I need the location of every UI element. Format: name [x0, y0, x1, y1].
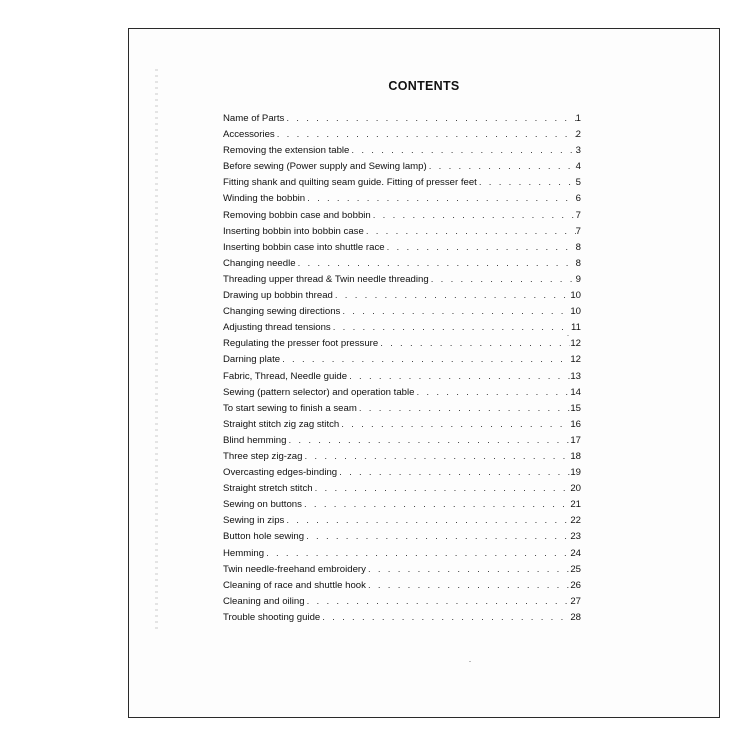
toc-entry — [223, 224, 581, 240]
toc-leader-dots — [313, 481, 571, 497]
toc-leader-dots — [347, 369, 570, 385]
toc-entry — [223, 594, 581, 610]
toc-entry-label: Changing needle — [223, 257, 296, 269]
toc-entry-label: Inserting bobbin case into shuttle race — [223, 241, 385, 253]
toc-entry-label: Accessories — [223, 129, 275, 141]
toc-leader-dots — [429, 272, 576, 288]
toc-entry — [223, 208, 581, 224]
toc-entry — [223, 175, 581, 191]
toc-entry — [223, 143, 581, 159]
toc-entry-label: Before sewing (Power supply and Sewing lamp) — [223, 161, 427, 173]
toc-entry — [223, 610, 581, 626]
toc-entry-label: Changing sewing directions — [223, 306, 341, 318]
toc-entry-label: Blind hemming — [223, 434, 287, 446]
toc-entry-label: Sewing on buttons — [223, 499, 302, 511]
toc-entry — [223, 288, 581, 304]
toc-entry-label: Sewing (pattern selector) and operation table — [223, 386, 415, 398]
toc-leader-dots — [349, 143, 575, 159]
toc-entry-label: Straight stretch stitch — [223, 483, 313, 495]
toc-leader-dots — [284, 111, 575, 127]
binding-edge-marks — [155, 69, 158, 629]
document-page — [128, 28, 720, 718]
toc-entry-page-number: 10 — [570, 306, 581, 318]
toc-entry — [223, 562, 581, 578]
toc-entry — [223, 385, 581, 401]
toc-entry-page-number: 7 — [575, 225, 581, 237]
toc-entry — [223, 256, 581, 272]
toc-entry-label: Adjusting thread tensions — [223, 322, 331, 334]
toc-leader-dots — [305, 594, 571, 610]
toc-entry-page-number: 4 — [575, 161, 581, 173]
toc-leader-dots — [331, 320, 571, 336]
toc-entry-label: Fitting shank and quilting seam guide. Fitting of presser feet — [223, 177, 477, 189]
toc-leader-dots — [280, 352, 570, 368]
toc-entry-page-number: 28 — [570, 611, 581, 623]
toc-entry-page-number: 19 — [570, 467, 581, 479]
toc-leader-dots — [339, 417, 570, 433]
page-title: CONTENTS — [388, 79, 460, 93]
toc-leader-dots — [337, 465, 570, 481]
toc-leader-dots — [264, 546, 570, 562]
toc-entry-page-number: 3 — [575, 145, 581, 157]
toc-entry — [223, 433, 581, 449]
toc-entry — [223, 481, 581, 497]
toc-leader-dots — [296, 256, 576, 272]
toc-entry-label: Hemming — [223, 547, 265, 559]
toc-entry — [223, 497, 581, 513]
toc-entry-label: Cleaning of race and shuttle hook — [223, 579, 366, 591]
toc-entry-label: Fabric, Thread, Needle guide — [223, 370, 348, 382]
toc-entry — [223, 111, 581, 127]
toc-entry-label: Straight stitch zig zag stitch — [223, 418, 340, 430]
toc-entry — [223, 465, 581, 481]
toc-entry-page-number: 9 — [575, 273, 581, 285]
toc-entry — [223, 191, 581, 207]
toc-entry-page-number: 14 — [570, 386, 581, 398]
toc-entry-label: Button hole sewing — [223, 531, 305, 543]
toc-entry-label: Three step zig-zag — [223, 450, 303, 462]
toc-entry-page-number: 17 — [570, 434, 581, 446]
toc-leader-dots — [366, 578, 570, 594]
toc-entry — [223, 578, 581, 594]
toc-entry-label: To start sewing to finish a seam — [223, 402, 357, 414]
toc-entry — [223, 513, 581, 529]
toc-entry-page-number: 21 — [570, 499, 581, 511]
toc-entry-label: Threading upper thread & Twin needle threading — [223, 273, 429, 285]
toc-entry-page-number: 1 — [575, 113, 581, 124]
toc-entry-page-number: 10 — [570, 290, 581, 302]
toc-entry-label: Name of Parts — [223, 113, 285, 124]
toc-entry-page-number: 20 — [570, 483, 581, 495]
toc-leader-dots — [305, 191, 576, 207]
table-of-contents — [223, 111, 581, 626]
scan-speck — [469, 661, 471, 662]
toc-entry-page-number: 13 — [570, 370, 581, 382]
toc-entry — [223, 369, 581, 385]
toc-leader-dots — [286, 433, 570, 449]
toc-leader-dots — [357, 401, 570, 417]
toc-entry-label: Regulating the presser foot pressure — [223, 338, 379, 350]
toc-entry — [223, 127, 581, 143]
toc-entry-page-number: 12 — [570, 338, 581, 350]
toc-entry — [223, 529, 581, 545]
toc-entry-label: Twin needle-freehand embroidery — [223, 563, 366, 575]
toc-leader-dots — [371, 208, 576, 224]
toc-entry-label: Trouble shooting guide — [223, 611, 321, 623]
toc-entry-page-number: 15 — [570, 402, 581, 414]
toc-entry — [223, 336, 581, 352]
toc-entry-page-number: 7 — [575, 209, 581, 221]
toc-entry-page-number: 6 — [575, 193, 581, 205]
toc-leader-dots — [414, 385, 570, 401]
toc-leader-dots — [366, 562, 570, 578]
toc-entry-page-number: 26 — [570, 579, 581, 591]
toc-entry-page-number: 11 — [571, 322, 581, 334]
toc-leader-dots — [275, 127, 576, 143]
toc-entry — [223, 304, 581, 320]
scan-speck — [567, 335, 569, 336]
toc-entry-label: Cleaning and oiling — [223, 595, 305, 607]
toc-entry — [223, 417, 581, 433]
toc-entry-page-number: 12 — [570, 354, 581, 366]
toc-entry-page-number: 22 — [570, 515, 581, 527]
toc-leader-dots — [302, 497, 570, 513]
toc-entry-page-number: 18 — [570, 450, 581, 462]
toc-entry-page-number: 23 — [570, 531, 581, 543]
toc-leader-dots — [385, 240, 576, 256]
toc-leader-dots — [320, 610, 570, 626]
toc-entry-label: Darning plate — [223, 354, 281, 366]
toc-entry-page-number: 16 — [570, 418, 581, 430]
toc-entry-page-number: 5 — [575, 177, 581, 189]
toc-entry-page-number: 27 — [570, 595, 581, 607]
toc-leader-dots — [284, 513, 570, 529]
toc-entry-label: Sewing in zips — [223, 515, 285, 527]
toc-entry-label: Removing the extension table — [223, 145, 350, 157]
toc-entry — [223, 546, 581, 562]
toc-leader-dots — [427, 159, 576, 175]
toc-entry — [223, 320, 581, 336]
toc-entry-page-number: 2 — [575, 129, 581, 141]
toc-leader-dots — [333, 288, 570, 304]
toc-leader-dots — [340, 304, 570, 320]
toc-leader-dots — [364, 224, 576, 240]
toc-entry-label: Inserting bobbin into bobbin case — [223, 225, 364, 237]
toc-leader-dots — [304, 529, 570, 545]
toc-entry-label: Winding the bobbin — [223, 193, 306, 205]
toc-leader-dots — [477, 175, 576, 191]
toc-entry — [223, 272, 581, 288]
toc-entry — [223, 401, 581, 417]
toc-entry-label: Overcasting edges-binding — [223, 467, 338, 479]
toc-entry-page-number: 8 — [575, 241, 581, 253]
toc-leader-dots — [302, 449, 570, 465]
toc-entry — [223, 159, 581, 175]
toc-leader-dots — [378, 336, 570, 352]
toc-entry — [223, 240, 581, 256]
toc-entry-page-number: 8 — [575, 257, 581, 269]
toc-entry-page-number: 25 — [570, 563, 581, 575]
toc-entry — [223, 352, 581, 368]
toc-entry — [223, 449, 581, 465]
toc-entry-label: Removing bobbin case and bobbin — [223, 209, 371, 221]
toc-entry-page-number: 24 — [570, 547, 581, 559]
toc-entry-label: Drawing up bobbin thread — [223, 290, 333, 302]
